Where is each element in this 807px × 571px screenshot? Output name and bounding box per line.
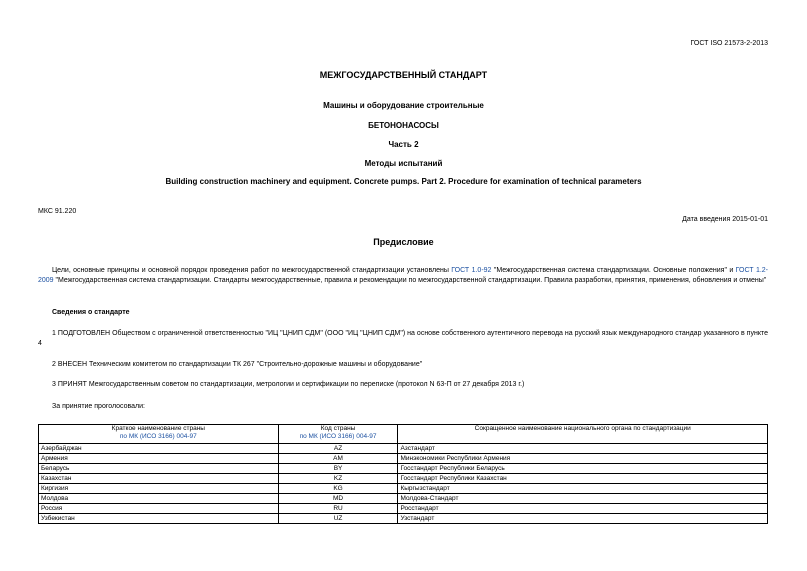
paragraph-text: Цели, основные принципы и основной порядок проведения работ по межгосударственной стандартизации установлены xyxy=(52,267,452,274)
col-country-header xyxy=(39,425,279,444)
standard-name: БЕТОНОНАСОСЫ xyxy=(368,121,439,130)
country-cell: Киргизия xyxy=(39,484,279,494)
item-prepared: 1 ПОДГОТОВЛЕН Обществом с ограниченной ответственностью "ИЦ "ЦНИП СДМ" (ООО "ИЦ "ЦНИП СДМ") на основе собственного аутентичного перевода на русский язык международного стандар указанного в пункте 4 xyxy=(38,330,768,347)
body-cell: Кыргызстандарт xyxy=(398,484,768,494)
table-row xyxy=(39,494,768,504)
gost-1-2-2009-link[interactable]: ГОСТ 1.2-2009 xyxy=(38,267,769,284)
table-row xyxy=(39,514,768,524)
body-cell: Росстандарт xyxy=(398,504,768,514)
mk-iso-3166-link[interactable]: по МК (ИСО 3166) 004-97 xyxy=(299,433,377,440)
header-text: Код страны xyxy=(320,425,356,432)
code-cell: KG xyxy=(278,484,398,494)
foreword-paragraph xyxy=(38,266,768,286)
body-cell: Минэкономики Республики Армения xyxy=(398,454,768,464)
col-body-header: Сокращенное наименование национального органа по стандартизации xyxy=(398,425,768,444)
paragraph-text: "Межгосударственная система стандартизации. Основные положения" и xyxy=(491,267,736,274)
body-cell: Госстандарт Республики Беларусь xyxy=(398,464,768,474)
code-cell: AZ xyxy=(278,444,398,454)
gost-1-0-92-link[interactable]: ГОСТ 1.0-92 xyxy=(451,267,492,274)
code-cell: RU xyxy=(278,504,398,514)
table-header-row xyxy=(39,425,768,444)
body-cell: Азстандарт xyxy=(398,444,768,454)
country-cell: Казахстан xyxy=(39,474,279,484)
header-text: Краткое наименование страны xyxy=(111,425,205,432)
table-row xyxy=(39,444,768,454)
body-cell: Молдова-Стандарт xyxy=(398,494,768,504)
country-cell: Беларусь xyxy=(39,464,279,474)
item-submitted: 2 ВНЕСЕН Техническим комитетом по стандартизации ТК 267 "Строительно-дорожные машины и оборудование" xyxy=(52,361,423,368)
country-cell: Молдова xyxy=(39,494,279,504)
country-cell: Азербайджан xyxy=(39,444,279,454)
standard-subtitle: Машины и оборудование строительные xyxy=(323,101,484,110)
code-cell: BY xyxy=(278,464,398,474)
code-cell: MD xyxy=(278,494,398,504)
item-adopted: 3 ПРИНЯТ Межгосударственным советом по стандартизации, метрологии и сертификации по переписке (протокол N 63-П от 27 декабря 2013 г.) xyxy=(52,381,525,388)
body-cell: Госстандарт Республики Казахстан xyxy=(398,474,768,484)
code-cell: UZ xyxy=(278,514,398,524)
country-cell: Россия xyxy=(39,504,279,514)
introduction-date: Дата введения 2015-01-01 xyxy=(682,216,768,223)
foreword-heading: Предисловие xyxy=(373,237,434,247)
code-cell: KZ xyxy=(278,474,398,484)
document-code: ГОСТ ISO 21573-2-2013 xyxy=(690,40,768,47)
table-row xyxy=(39,454,768,464)
standard-info-heading: Сведения о стандарте xyxy=(52,309,130,316)
english-title: Building construction machinery and equipment. Concrete pumps. Part 2. Procedure for examination of technical parameters xyxy=(165,177,642,186)
mks-code: МКС 91.220 xyxy=(38,208,77,215)
standard-type-heading: МЕЖГОСУДАРСТВЕННЫЙ СТАНДАРТ xyxy=(319,70,488,80)
table-row xyxy=(39,474,768,484)
vote-intro: За принятие проголосовали: xyxy=(52,403,145,410)
paragraph-text: "Межгосударственная система стандартизации. Стандарты межгосударственные, правила и рекомендации по межгосударственной стандартизации. Правила разработки, принятия, применения, обновления и отмены" xyxy=(53,277,767,284)
body-cell: Узстандарт xyxy=(398,514,768,524)
table-row xyxy=(39,484,768,494)
standard-part: Часть 2 xyxy=(388,140,419,149)
col-code-header xyxy=(278,425,398,444)
table-row xyxy=(39,464,768,474)
part-title: Методы испытаний xyxy=(364,159,443,168)
table-row xyxy=(39,504,768,514)
country-cell: Армения xyxy=(39,454,279,464)
mk-iso-3166-link[interactable]: по МК (ИСО 3166) 004-97 xyxy=(119,433,197,440)
code-cell: AM xyxy=(278,454,398,464)
country-cell: Узбекистан xyxy=(39,514,279,524)
voting-table xyxy=(38,424,768,524)
